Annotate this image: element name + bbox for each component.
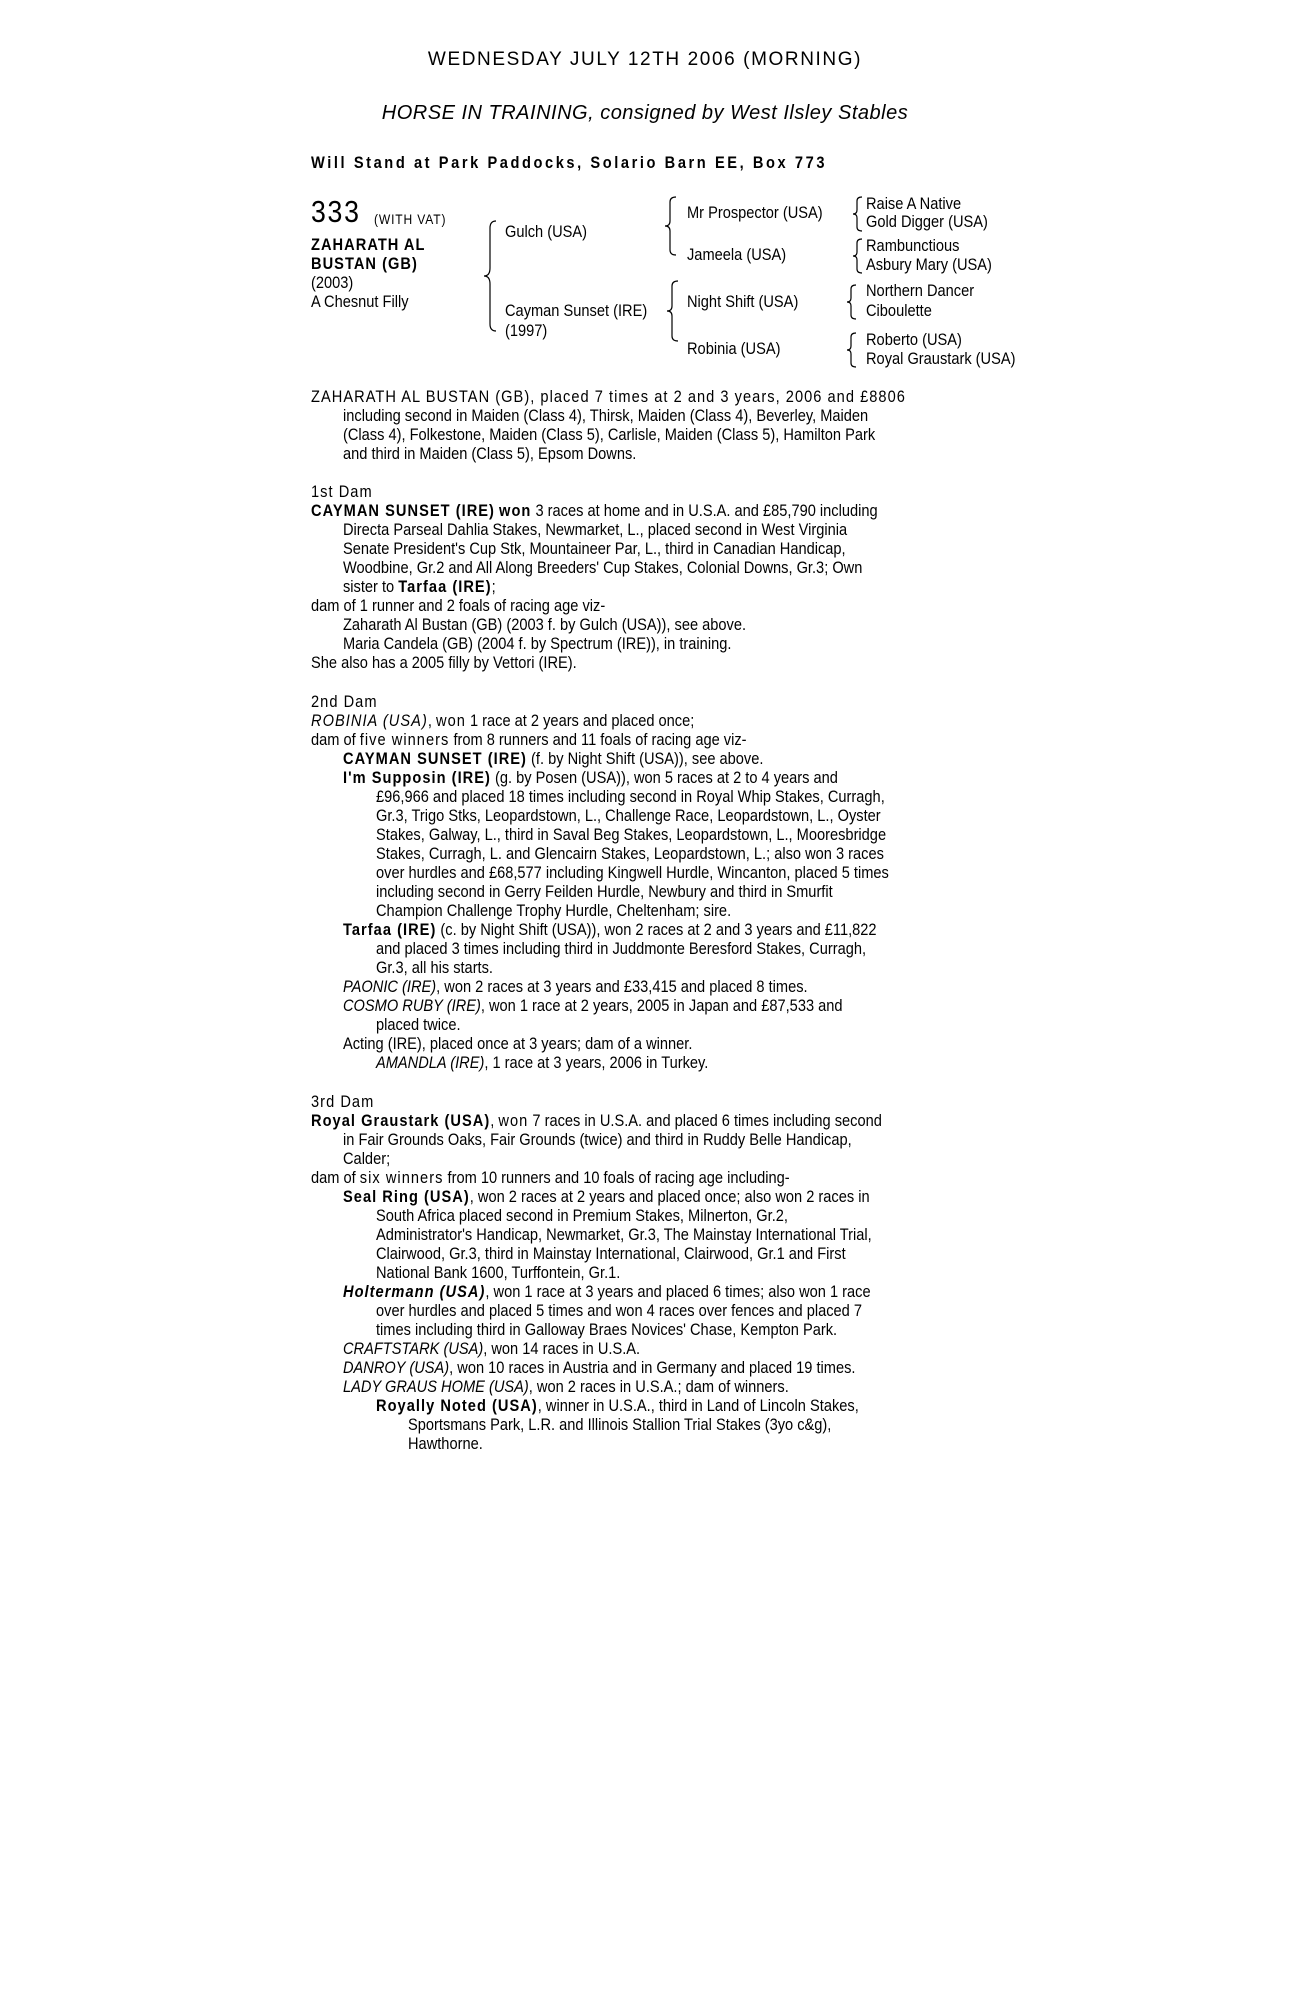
summary-line: including second in Maiden (Class 4), Thirsk, Maiden (Class 4), Beverley, Maiden xyxy=(343,406,869,425)
pedigree-g3-7: Roberto (USA) xyxy=(866,330,962,349)
first-dam-also: She also has a 2005 filly by Vettori (IRE). xyxy=(311,653,577,672)
produce-acting: Acting (IRE), placed once at 3 years; dam of a winner. xyxy=(343,1034,693,1053)
won-label: won xyxy=(498,1111,529,1130)
pedigree-brace-parents xyxy=(482,220,498,332)
first-dam-produce-intro: dam of 1 runner and 2 foals of racing age viz- xyxy=(311,596,606,615)
won-label: won xyxy=(435,711,466,730)
foaling-year: (2003) xyxy=(311,273,354,292)
sister-suffix: ; xyxy=(491,577,496,596)
tarfaa-line: and placed 3 times including third in Juddmonte Beresford Stakes, Curragh, xyxy=(376,939,867,958)
produce-danroy: DANROY (USA), won 10 races in Austria and in Germany and placed 19 times. xyxy=(343,1358,856,1377)
supposin-line: £96,966 and placed 18 times including second in Royal Whip Stakes, Curragh, xyxy=(376,787,885,806)
summary-line: and third in Maiden (Class 5), Epsom Downs. xyxy=(343,444,637,463)
won-label: won xyxy=(499,501,532,520)
horse-description: A Chesnut Filly xyxy=(311,292,409,311)
produce-amandla: AMANDLA (IRE), 1 race at 3 years, 2006 in Turkey. xyxy=(376,1053,709,1072)
first-dam-line: Directa Parseal Dahlia Stakes, Newmarket, L., placed second in West Virginia xyxy=(343,520,848,539)
first-dam-line xyxy=(311,501,878,520)
horse-name-line2: BUSTAN (GB) xyxy=(311,254,418,273)
pedigree-dam: Cayman Sunset (IRE) xyxy=(505,301,648,320)
cosmo-line: placed twice. xyxy=(376,1015,461,1034)
first-dam-sister-line xyxy=(343,577,496,596)
pedigree-g3-2: Gold Digger (USA) xyxy=(866,212,988,231)
summary-line: (Class 4), Folkestone, Maiden (Class 5), Carlisle, Maiden (Class 5), Hamilton Park xyxy=(343,425,876,444)
pedigree-sire: Gulch (USA) xyxy=(505,222,588,241)
pedigree-brace-g3 xyxy=(846,284,858,320)
pedigree-brace-g2 xyxy=(852,238,864,274)
seal-line: National Bank 1600, Turffontein, Gr.1. xyxy=(376,1263,621,1282)
produce-craftstark: CRAFTSTARK (USA), won 14 races in U.S.A. xyxy=(343,1339,641,1358)
tarfaa-line: Gr.3, all his starts. xyxy=(376,958,494,977)
supposin-line: Stakes, Galway, L., third in Saval Beg Stakes, Leopardstown, L., Mooresbridge xyxy=(376,825,887,844)
second-dam-line1-rest: 1 race at 2 years and placed once; xyxy=(469,711,695,730)
summary-line: ZAHARATH AL BUSTAN (GB), placed 7 times at 2 and 3 years, 2006 and £8806 xyxy=(311,387,906,406)
produce-paonic: PAONIC (IRE), won 2 races at 3 years and £33,415 and placed 8 times. xyxy=(343,977,808,996)
sister-prefix: sister to xyxy=(343,577,395,596)
third-dam-produce-intro: dam of six winners from 10 runners and 10 foals of racing age including- xyxy=(311,1168,790,1187)
lot-number: 333 xyxy=(311,194,361,229)
produce-royally-noted: Royally Noted (USA), winner in U.S.A., third in Land of Lincoln Stakes, xyxy=(376,1396,859,1415)
vat-note: (WITH VAT) xyxy=(374,211,447,227)
second-dam-heading: 2nd Dam xyxy=(311,692,378,711)
seal-line: Administrator's Handicap, Newmarket, Gr.3, The Mainstay International Trial, xyxy=(376,1225,872,1244)
first-dam-line1-rest: 3 races at home and in U.S.A. and £85,790 including xyxy=(535,501,878,520)
pedigree-dam-year: (1997) xyxy=(505,321,548,340)
first-dam-line: Woodbine, Gr.2 and All Along Breeders' Cup Stakes, Colonial Downs, Gr.3; Own xyxy=(343,558,863,577)
produce-holtermann: Holtermann (USA), won 1 race at 3 years and placed 6 times; also won 1 race xyxy=(343,1282,871,1301)
seal-line: South Africa placed second in Premium Stakes, Milnerton, Gr.2, xyxy=(376,1206,789,1225)
first-dam-name: CAYMAN SUNSET (IRE) xyxy=(311,501,495,520)
produce-item: Maria Candela (GB) (2004 f. by Spectrum (IRE)), in training. xyxy=(343,634,732,653)
produce-cayman-sunset: CAYMAN SUNSET (IRE) (f. by Night Shift (USA)), see above. xyxy=(343,749,764,768)
produce-item: Zaharath Al Bustan (GB) (2003 f. by Gulch (USA)), see above. xyxy=(343,615,747,634)
pedigree-dam-sire: Night Shift (USA) xyxy=(687,292,799,311)
pedigree-g3-5: Northern Dancer xyxy=(866,281,975,300)
pedigree-g3-3: Rambunctious xyxy=(866,236,960,255)
third-dam-line: Royal Graustark (USA), won 7 races in U.S.A. and placed 6 times including second xyxy=(311,1111,882,1130)
horse-name-line1: ZAHARATH AL xyxy=(311,235,426,254)
pedigree-brace-sire xyxy=(664,196,678,256)
produce-seal-ring: Seal Ring (USA), won 2 races at 2 years and placed once; also won 2 races in xyxy=(343,1187,870,1206)
pedigree-dam-dam: Robinia (USA) xyxy=(687,339,781,358)
seal-line: Clairwood, Gr.3, third in Mainstay International, Clairwood, Gr.1 and First xyxy=(376,1244,846,1263)
holtermann-line: times including third in Galloway Braes Novices' Chase, Kempton Park. xyxy=(376,1320,838,1339)
pedigree-g3-8: Royal Graustark (USA) xyxy=(866,349,1016,368)
winners-count: five winners xyxy=(359,730,450,749)
produce-im-supposin: I'm Supposin (IRE) (g. by Posen (USA)), won 5 races at 2 to 4 years and xyxy=(343,768,838,787)
royally-line: Hawthorne. xyxy=(408,1434,483,1453)
produce-tarfaa: Tarfaa (IRE) (c. by Night Shift (USA)), won 2 races at 2 and 3 years and £11,822 xyxy=(343,920,877,939)
third-dam-line: Calder; xyxy=(343,1149,391,1168)
consignment-line: HORSE IN TRAINING, consigned by West Ilsley Stables xyxy=(381,102,909,124)
pedigree-sire-sire: Mr Prospector (USA) xyxy=(687,203,823,222)
third-dam-heading: 3rd Dam xyxy=(311,1092,375,1111)
pedigree-g3-4: Asbury Mary (USA) xyxy=(866,255,992,274)
supposin-line: Gr.3, Trigo Stks, Leopardstown, L., Challenge Race, Leopardstown, L., Oyster xyxy=(376,806,881,825)
second-dam-produce-intro: dam of five winners from 8 runners and 11 foals of racing age viz- xyxy=(311,730,747,749)
sister-name: Tarfaa (IRE) xyxy=(398,577,492,596)
pedigree-g3-6: Ciboulette xyxy=(866,301,932,320)
sale-date-heading: WEDNESDAY JULY 12TH 2006 (MORNING) xyxy=(427,49,863,70)
third-dam-line: in Fair Grounds Oaks, Fair Grounds (twice) and third in Ruddy Belle Handicap, xyxy=(343,1130,852,1149)
pedigree-brace-g4 xyxy=(846,332,858,368)
pedigree-brace-dam xyxy=(666,280,680,342)
pedigree-sire-dam: Jameela (USA) xyxy=(687,245,787,264)
holtermann-line: over hurdles and placed 5 times and won 4 races over fences and placed 7 xyxy=(376,1301,863,1320)
winners-count: six winners xyxy=(359,1168,444,1187)
first-dam-line: Senate President's Cup Stk, Mountaineer Par, L., third in Canadian Handicap, xyxy=(343,539,846,558)
second-dam-name: ROBINIA (USA) xyxy=(311,711,428,730)
second-dam-line: ROBINIA (USA), won 1 race at 2 years and placed once; xyxy=(311,711,695,730)
supposin-line: over hurdles and £68,577 including Kingwell Hurdle, Wincanton, placed 5 times xyxy=(376,863,889,882)
third-dam-name: Royal Graustark (USA) xyxy=(311,1111,491,1130)
produce-cosmo-ruby: COSMO RUBY (IRE), won 1 race at 2 years, 2005 in Japan and £87,533 and xyxy=(343,996,843,1015)
stand-location: Will Stand at Park Paddocks, Solario Barn EE, Box 773 xyxy=(311,153,828,172)
produce-lady-graus-home: LADY GRAUS HOME (USA), won 2 races in U.S.A.; dam of winners. xyxy=(343,1377,789,1396)
pedigree-brace-g1 xyxy=(852,196,864,232)
royally-line: Sportsmans Park, L.R. and Illinois Stallion Trial Stakes (3yo c&g), xyxy=(408,1415,832,1434)
supposin-line: Champion Challenge Trophy Hurdle, Cheltenham; sire. xyxy=(376,901,732,920)
first-dam-heading: 1st Dam xyxy=(311,482,373,501)
supposin-line: including second in Gerry Feilden Hurdle, Newbury and third in Smurfit xyxy=(376,882,833,901)
supposin-line: Stakes, Curragh, L. and Glencairn Stakes, Leopardstown, L.; also won 3 races xyxy=(376,844,884,863)
pedigree-g3-1: Raise A Native xyxy=(866,194,962,213)
